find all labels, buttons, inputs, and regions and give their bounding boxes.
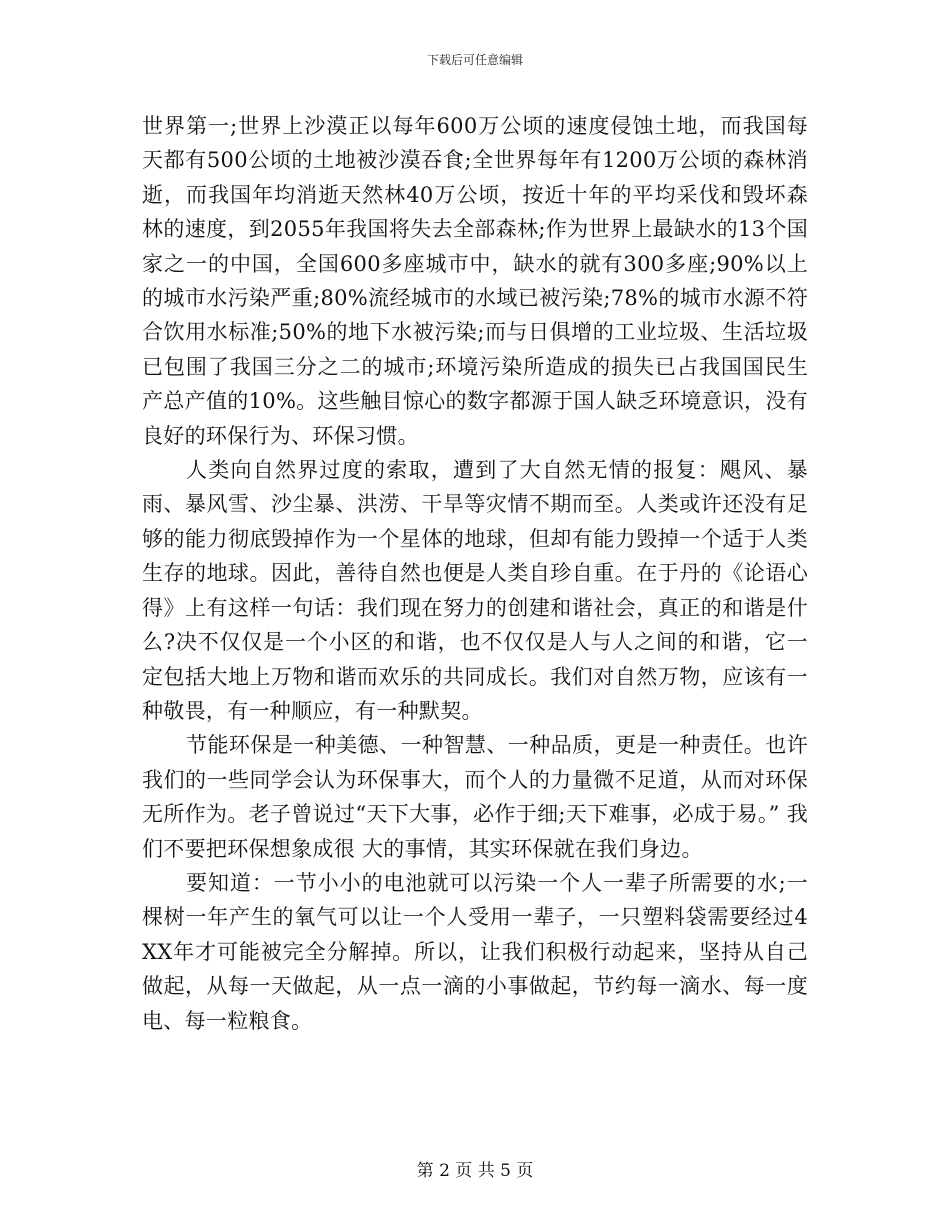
paragraph-energy-saving: 节能环保是一种美德、一种智慧、一种品质，更是一种责任。也许我们的一些同学会认为环保事大，而个人的力量微不足道，从而对环保无所作为。老子曾说过“天下大事，必作于细;天下难事，必成于易。” 我们不要把环保想象成很 大的事情，其实环保就在我们身边。: [142, 733, 808, 861]
document-body: [142, 109, 808, 1038]
page-footer: [0, 1160, 950, 1182]
page-header: [0, 52, 950, 68]
header-note: 下载后可任意编辑: [426, 53, 523, 67]
page-number: 第 2 页 共 5 页: [416, 1161, 534, 1181]
paragraph-nature-retaliation: 人类向自然界过度的索取，遭到了大自然无情的报复：飓风、暴雨、暴风雪、沙尘暴、洪涝、干旱等灾情不期而至。人类或许还没有足够的能力彻底毁掉作为一个星体的地球，但却有能力毁掉一个适于人类生存的地球。因此，善待自然也便是人类自珍自重。在于丹的《论语心得》上有这样一句话：我们现在努力的创建和谐社会，真正的和谐是什么?决不仅仅是一个小区的和谐，也不仅仅是人与人之间的和谐，它一定包括大地上万物和谐而欢乐的共同成长。我们对自然万物，应该有一种敬畏，有一种顺应，有一种默契。: [142, 458, 808, 723]
paragraph-continuation: 世界第一;世界上沙漠正以每年600万公顷的速度侵蚀土地，而我国每天都有500公顷的土地被沙漠吞食;全世界每年有1200万公顷的森林消逝，而我国年均消逝天然林40万公顷，按近十年的平均采伐和毁坏森林的速度，到2055年我国将失去全部森林;作为世界上最缺水的13个国家之一的中国，全国600多座城市中，缺水的就有300多座;90%以上的城市水污染严重;80%流经城市的水域已被污染;78%的城市水源不符合饮用水标准;50%的地下水被污染;而与日俱增的工业垃圾、生活垃圾已包围了我国三分之二的城市;环境污染所造成的损失已占我国国民生产总产值的10%。这些触目惊心的数字都源于国人缺乏环境意识，没有良好的环保行为、环保习惯。: [142, 114, 808, 448]
paragraph-call-to-action: 要知道：一节小小的电池就可以污染一个人一辈子所需要的水;一棵树一年产生的氧气可以让一个人受用一辈子，一只塑料袋需要经过4XX年才可能被完全分解掉。所以，让我们积极行动起来，坚持从自己做起，从每一天做起，从一点一滴的小事做起，节约每一滴水、每一度电、每一粒粮食。: [142, 870, 808, 1033]
